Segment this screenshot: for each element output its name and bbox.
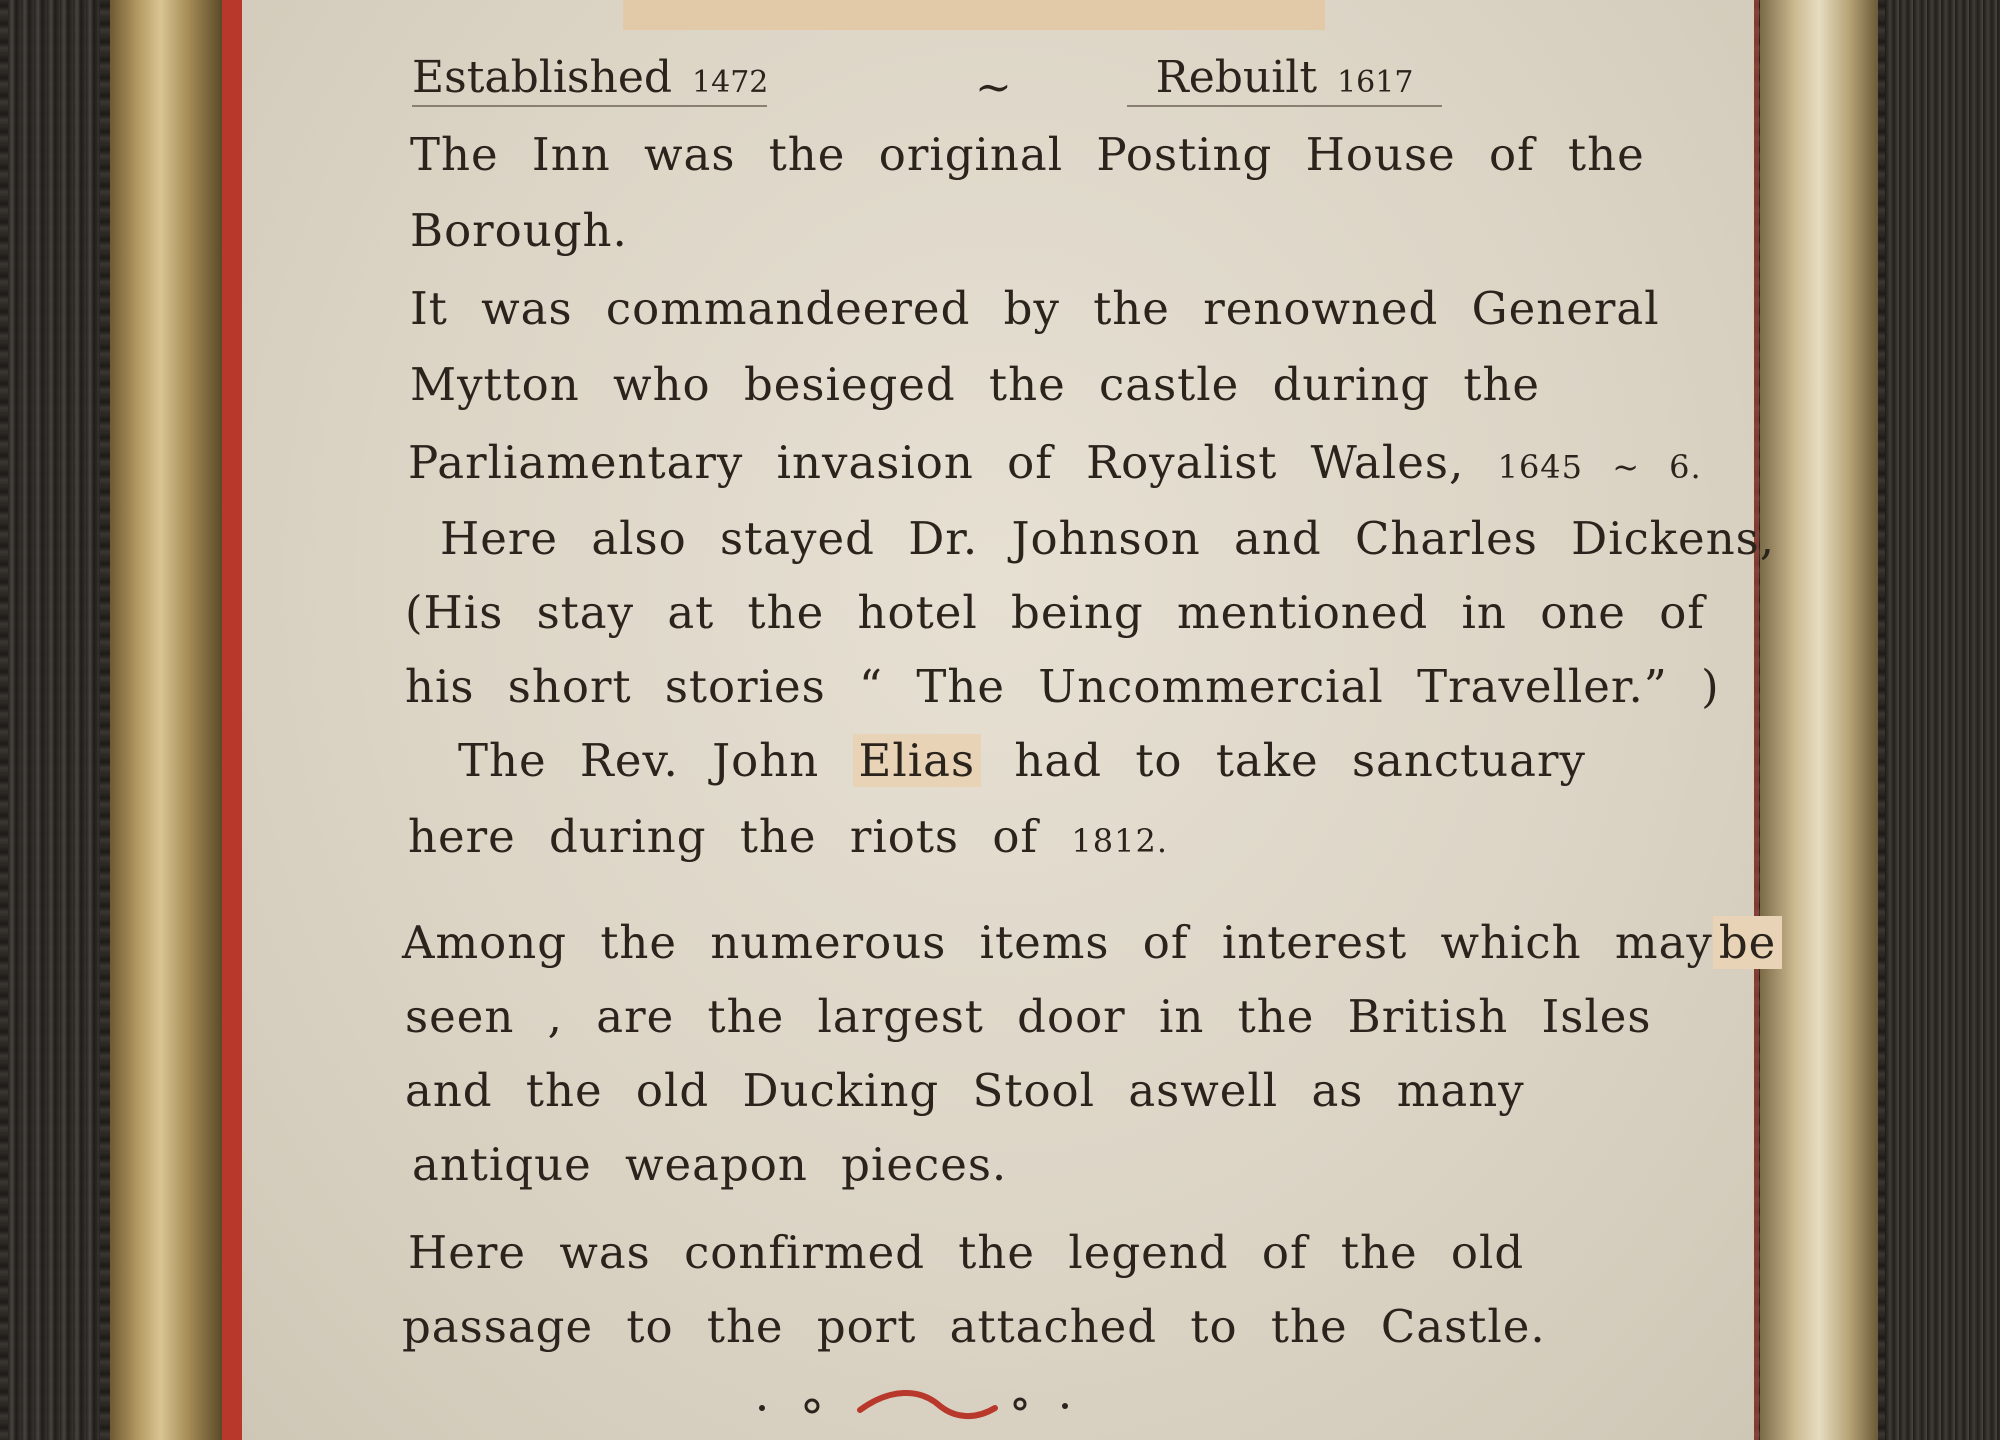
established-text: Established xyxy=(412,52,673,103)
text-line: Here was confirmed the legend of the old xyxy=(408,1226,1525,1279)
text-line xyxy=(408,436,1702,489)
riot-year: 1812. xyxy=(1071,822,1168,860)
rebuilt-label xyxy=(1127,52,1442,107)
text-line: Borough. xyxy=(410,204,628,257)
rebuilt-year: 1617 xyxy=(1337,65,1414,100)
frame-right-carving xyxy=(1885,0,2000,1440)
text-segment: Parliamentary invasion of Royalist Wales, xyxy=(408,436,1465,489)
rebuilt-text: Rebuilt xyxy=(1155,52,1318,103)
text-line: (His stay at the hotel being mentioned in one of xyxy=(405,586,1705,639)
gold-mat-right xyxy=(1760,0,1878,1440)
text-segment: here during the riots of xyxy=(408,810,1039,863)
text-segment: had to take sanctuary xyxy=(1014,734,1586,787)
red-border-left xyxy=(222,0,242,1440)
established-year: 1472 xyxy=(692,65,769,100)
text-line: The Inn was the original Posting House of the xyxy=(410,128,1645,181)
gold-mat-left xyxy=(110,0,222,1440)
text-line: Here also stayed Dr. Johnson and Charles Dickens, xyxy=(440,512,1776,565)
title-banner-strip xyxy=(623,0,1325,30)
text-segment: The Rev. John xyxy=(458,734,820,787)
red-border-right xyxy=(1754,0,1759,1440)
text-line xyxy=(408,810,1168,863)
text-segment: Among the numerous items of interest which may xyxy=(402,916,1713,969)
text-line: Mytton who besieged the castle during the xyxy=(410,358,1541,411)
text-line: his short stories “ The Uncommercial Traveller.” ) xyxy=(405,660,1720,713)
header-separator: ~ xyxy=(975,62,1012,113)
ornamental-flourish-icon xyxy=(750,1378,1080,1428)
established-label xyxy=(412,52,767,107)
frame-left-carving xyxy=(8,0,100,1440)
text-line: and the old Ducking Stool aswell as many xyxy=(405,1064,1525,1117)
highlighted-name: Elias xyxy=(853,734,982,787)
text-line: seen , are the largest door in the British Isles xyxy=(405,990,1652,1043)
text-line: antique weapon pieces. xyxy=(412,1138,1008,1191)
text-line xyxy=(402,916,1782,969)
text-line xyxy=(458,734,1586,787)
highlighted-word: be xyxy=(1713,916,1782,969)
text-line: passage to the port attached to the Castle. xyxy=(402,1300,1546,1353)
text-line: It was commandeered by the renowned General xyxy=(410,282,1660,335)
date-range: 1645 ~ 6. xyxy=(1497,448,1702,486)
